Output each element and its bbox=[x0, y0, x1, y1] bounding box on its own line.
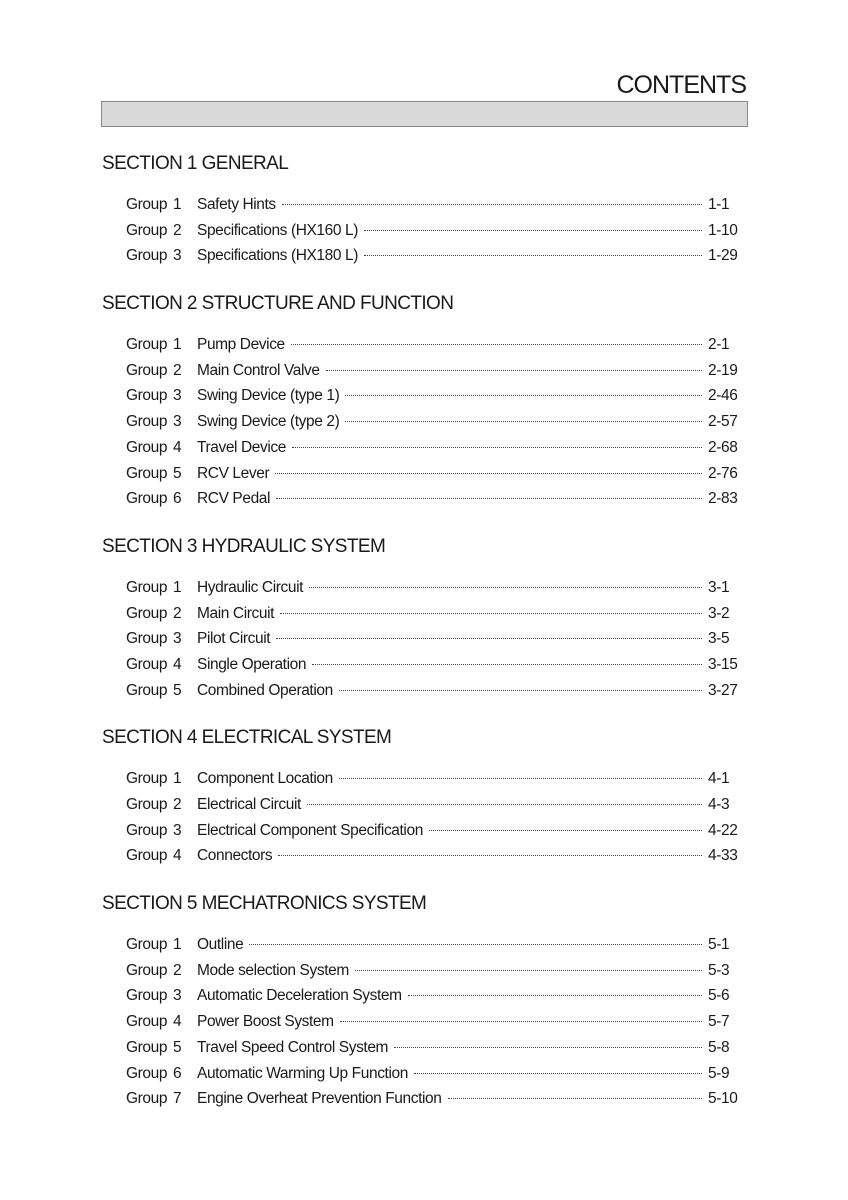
group-number: 3 bbox=[173, 987, 182, 1005]
page-number: 1-10 bbox=[708, 221, 738, 239]
group-label: Group bbox=[126, 490, 168, 508]
group-number: 5 bbox=[173, 464, 182, 482]
toc-entry bbox=[102, 358, 742, 384]
entry-title: RCV Pedal bbox=[197, 490, 271, 508]
group-label: Group bbox=[126, 438, 168, 456]
group-label: Group bbox=[126, 578, 168, 596]
dot-leader bbox=[249, 944, 702, 945]
group-number: 5 bbox=[173, 681, 182, 699]
entry-title: Power Boost System bbox=[197, 1013, 334, 1031]
entry-title: Travel Device bbox=[197, 438, 286, 456]
toc-entry bbox=[102, 243, 742, 269]
group-label: Group bbox=[126, 961, 168, 979]
entry-title: Connectors bbox=[197, 847, 273, 865]
group-number: 3 bbox=[173, 387, 182, 405]
group-number: 2 bbox=[173, 361, 182, 379]
page-number: 5-1 bbox=[708, 936, 730, 954]
group-number: 1 bbox=[173, 578, 182, 596]
toc-entry bbox=[102, 843, 742, 869]
dot-leader bbox=[278, 855, 702, 856]
group-label: Group bbox=[126, 247, 168, 265]
group-label: Group bbox=[126, 1064, 168, 1082]
page-number: 3-27 bbox=[708, 681, 738, 699]
entry-title: Component Location bbox=[197, 770, 333, 788]
group-number: 3 bbox=[173, 821, 182, 839]
group-label: Group bbox=[126, 770, 168, 788]
group-label: Group bbox=[126, 464, 168, 482]
toc-entry bbox=[102, 601, 742, 627]
toc-entry bbox=[102, 486, 742, 512]
toc-entry bbox=[102, 383, 742, 409]
group-label: Group bbox=[126, 604, 168, 622]
dot-leader bbox=[339, 778, 702, 779]
dot-leader bbox=[312, 664, 702, 665]
section-heading: SECTION 1 GENERAL bbox=[102, 153, 289, 174]
entry-title: Automatic Deceleration System bbox=[197, 987, 402, 1005]
dot-leader bbox=[276, 498, 702, 499]
group-number: 2 bbox=[173, 961, 182, 979]
entry-title: Specifications (HX180 L) bbox=[197, 247, 358, 265]
dot-leader bbox=[340, 1021, 702, 1022]
group-number: 4 bbox=[173, 847, 182, 865]
group-label: Group bbox=[126, 361, 168, 379]
group-label: Group bbox=[126, 387, 168, 405]
entry-title: Electrical Component Specification bbox=[197, 821, 423, 839]
entry-title: Main Control Valve bbox=[197, 361, 320, 379]
page-number: 5-10 bbox=[708, 1090, 738, 1108]
toc-entry bbox=[102, 766, 742, 792]
group-number: 5 bbox=[173, 1038, 182, 1056]
toc-entry bbox=[102, 932, 742, 958]
group-label: Group bbox=[126, 847, 168, 865]
dot-leader bbox=[275, 473, 702, 474]
page-number: 2-19 bbox=[708, 361, 738, 379]
toc-section bbox=[102, 892, 742, 1112]
toc-entry bbox=[102, 1086, 742, 1112]
entry-title: Main Circuit bbox=[197, 604, 275, 622]
dot-leader bbox=[345, 421, 702, 422]
page-number: 2-46 bbox=[708, 387, 738, 405]
group-label: Group bbox=[126, 196, 168, 213]
group-label: Group bbox=[126, 987, 168, 1005]
entry-title: Swing Device (type 2) bbox=[197, 413, 340, 431]
page-number: 5-7 bbox=[708, 1013, 730, 1031]
group-number: 1 bbox=[173, 196, 182, 213]
dot-leader bbox=[364, 255, 702, 256]
toc-entry bbox=[102, 332, 742, 358]
entry-title: Engine Overheat Prevention Function bbox=[197, 1090, 442, 1108]
page-title: CONTENTS bbox=[616, 71, 746, 99]
dot-leader bbox=[280, 613, 702, 614]
toc-entry bbox=[102, 435, 742, 461]
dot-leader bbox=[414, 1073, 702, 1074]
group-number: 4 bbox=[173, 438, 182, 456]
toc-entry bbox=[102, 192, 742, 218]
entry-title: Pilot Circuit bbox=[197, 630, 271, 648]
page-number: 2-68 bbox=[708, 438, 738, 456]
dot-leader bbox=[292, 447, 702, 448]
toc-entry bbox=[102, 461, 742, 487]
dot-leader bbox=[394, 1047, 702, 1048]
group-number: 3 bbox=[173, 413, 182, 431]
group-number: 7 bbox=[173, 1090, 182, 1108]
page-number: 5-6 bbox=[708, 987, 730, 1005]
page-number: 3-2 bbox=[708, 604, 730, 622]
group-number: 1 bbox=[173, 770, 182, 788]
group-number: 2 bbox=[173, 221, 182, 239]
title-bar bbox=[101, 101, 748, 127]
entry-title: RCV Lever bbox=[197, 464, 270, 482]
page-number: 4-3 bbox=[708, 796, 730, 813]
group-label: Group bbox=[126, 1038, 168, 1056]
page-number: 2-76 bbox=[708, 464, 738, 482]
group-label: Group bbox=[126, 221, 168, 239]
toc-entry bbox=[102, 1061, 742, 1087]
section-heading: SECTION 2 STRUCTURE AND FUNCTION bbox=[102, 293, 454, 315]
toc-section bbox=[102, 292, 742, 512]
toc-entry bbox=[102, 626, 742, 652]
entry-title: Outline bbox=[197, 936, 244, 954]
entry-title: Safety Hints bbox=[197, 196, 276, 213]
dot-leader bbox=[291, 344, 702, 345]
page-number: 5-9 bbox=[708, 1064, 730, 1082]
entry-title: Automatic Warming Up Function bbox=[197, 1064, 408, 1082]
page-number: 4-33 bbox=[708, 847, 738, 865]
group-label: Group bbox=[126, 336, 168, 354]
toc-entry bbox=[102, 575, 742, 601]
dot-leader bbox=[326, 370, 702, 371]
page-number: 4-1 bbox=[708, 770, 730, 788]
page-number: 1-1 bbox=[708, 196, 730, 213]
toc-entry bbox=[102, 652, 742, 678]
dot-leader bbox=[355, 970, 702, 971]
dot-leader bbox=[339, 690, 702, 691]
group-number: 6 bbox=[173, 1064, 182, 1082]
page-number: 3-5 bbox=[708, 630, 730, 648]
page-number: 3-1 bbox=[708, 578, 730, 596]
dot-leader bbox=[364, 230, 702, 231]
group-label: Group bbox=[126, 681, 168, 699]
section-heading: SECTION 4 ELECTRICAL SYSTEM bbox=[102, 727, 392, 749]
dot-leader bbox=[276, 638, 702, 639]
entry-title: Mode selection System bbox=[197, 961, 349, 979]
group-label: Group bbox=[126, 655, 168, 673]
page-number: 2-57 bbox=[708, 413, 738, 431]
dot-leader bbox=[282, 204, 702, 205]
group-number: 2 bbox=[173, 796, 182, 813]
group-label: Group bbox=[126, 821, 168, 839]
toc-entry bbox=[102, 958, 742, 984]
page-number: 4-22 bbox=[708, 821, 738, 839]
group-label: Group bbox=[126, 796, 168, 813]
group-number: 1 bbox=[173, 336, 182, 354]
group-number: 3 bbox=[173, 247, 182, 265]
entry-title: Pump Device bbox=[197, 336, 285, 354]
table-of-contents bbox=[102, 152, 742, 1135]
toc-entry bbox=[102, 1035, 742, 1061]
group-number: 4 bbox=[173, 655, 182, 673]
toc-section bbox=[102, 152, 742, 269]
toc-entry bbox=[102, 1009, 742, 1035]
dot-leader bbox=[448, 1098, 703, 1099]
group-label: Group bbox=[126, 1090, 168, 1108]
dot-leader bbox=[309, 587, 702, 588]
toc-section bbox=[102, 535, 742, 703]
entry-title: Specifications (HX160 L) bbox=[197, 221, 358, 239]
page-number: 3-15 bbox=[708, 655, 738, 673]
entry-title: Electrical Circuit bbox=[197, 796, 301, 813]
section-heading: SECTION 5 MECHATRONICS SYSTEM bbox=[102, 893, 427, 915]
group-number: 2 bbox=[173, 604, 182, 622]
toc-entry bbox=[102, 792, 742, 818]
dot-leader bbox=[408, 995, 702, 996]
section-heading: SECTION 3 HYDRAULIC SYSTEM bbox=[102, 535, 386, 557]
group-number: 4 bbox=[173, 1013, 182, 1031]
toc-entry bbox=[102, 818, 742, 844]
group-label: Group bbox=[126, 630, 168, 648]
toc-section bbox=[102, 726, 742, 869]
group-label: Group bbox=[126, 413, 168, 431]
entry-title: Swing Device (type 1) bbox=[197, 387, 340, 405]
entry-title: Single Operation bbox=[197, 655, 307, 673]
toc-entry bbox=[102, 218, 742, 244]
page-number: 2-1 bbox=[708, 336, 730, 354]
toc-entry bbox=[102, 983, 742, 1009]
group-number: 1 bbox=[173, 936, 182, 954]
group-number: 6 bbox=[173, 490, 182, 508]
page-number: 1-29 bbox=[708, 247, 738, 265]
page-number: 5-8 bbox=[708, 1038, 730, 1056]
entry-title: Hydraulic Circuit bbox=[197, 578, 304, 596]
dot-leader bbox=[345, 395, 702, 396]
group-label: Group bbox=[126, 936, 168, 954]
dot-leader bbox=[307, 804, 702, 805]
page-number: 5-3 bbox=[708, 961, 730, 979]
group-number: 3 bbox=[173, 630, 182, 648]
entry-title: Travel Speed Control System bbox=[197, 1038, 389, 1056]
page-number: 2-83 bbox=[708, 490, 738, 508]
entry-title: Combined Operation bbox=[197, 681, 333, 699]
toc-entry bbox=[102, 678, 742, 704]
group-label: Group bbox=[126, 1013, 168, 1031]
dot-leader bbox=[429, 830, 702, 831]
toc-entry bbox=[102, 409, 742, 435]
